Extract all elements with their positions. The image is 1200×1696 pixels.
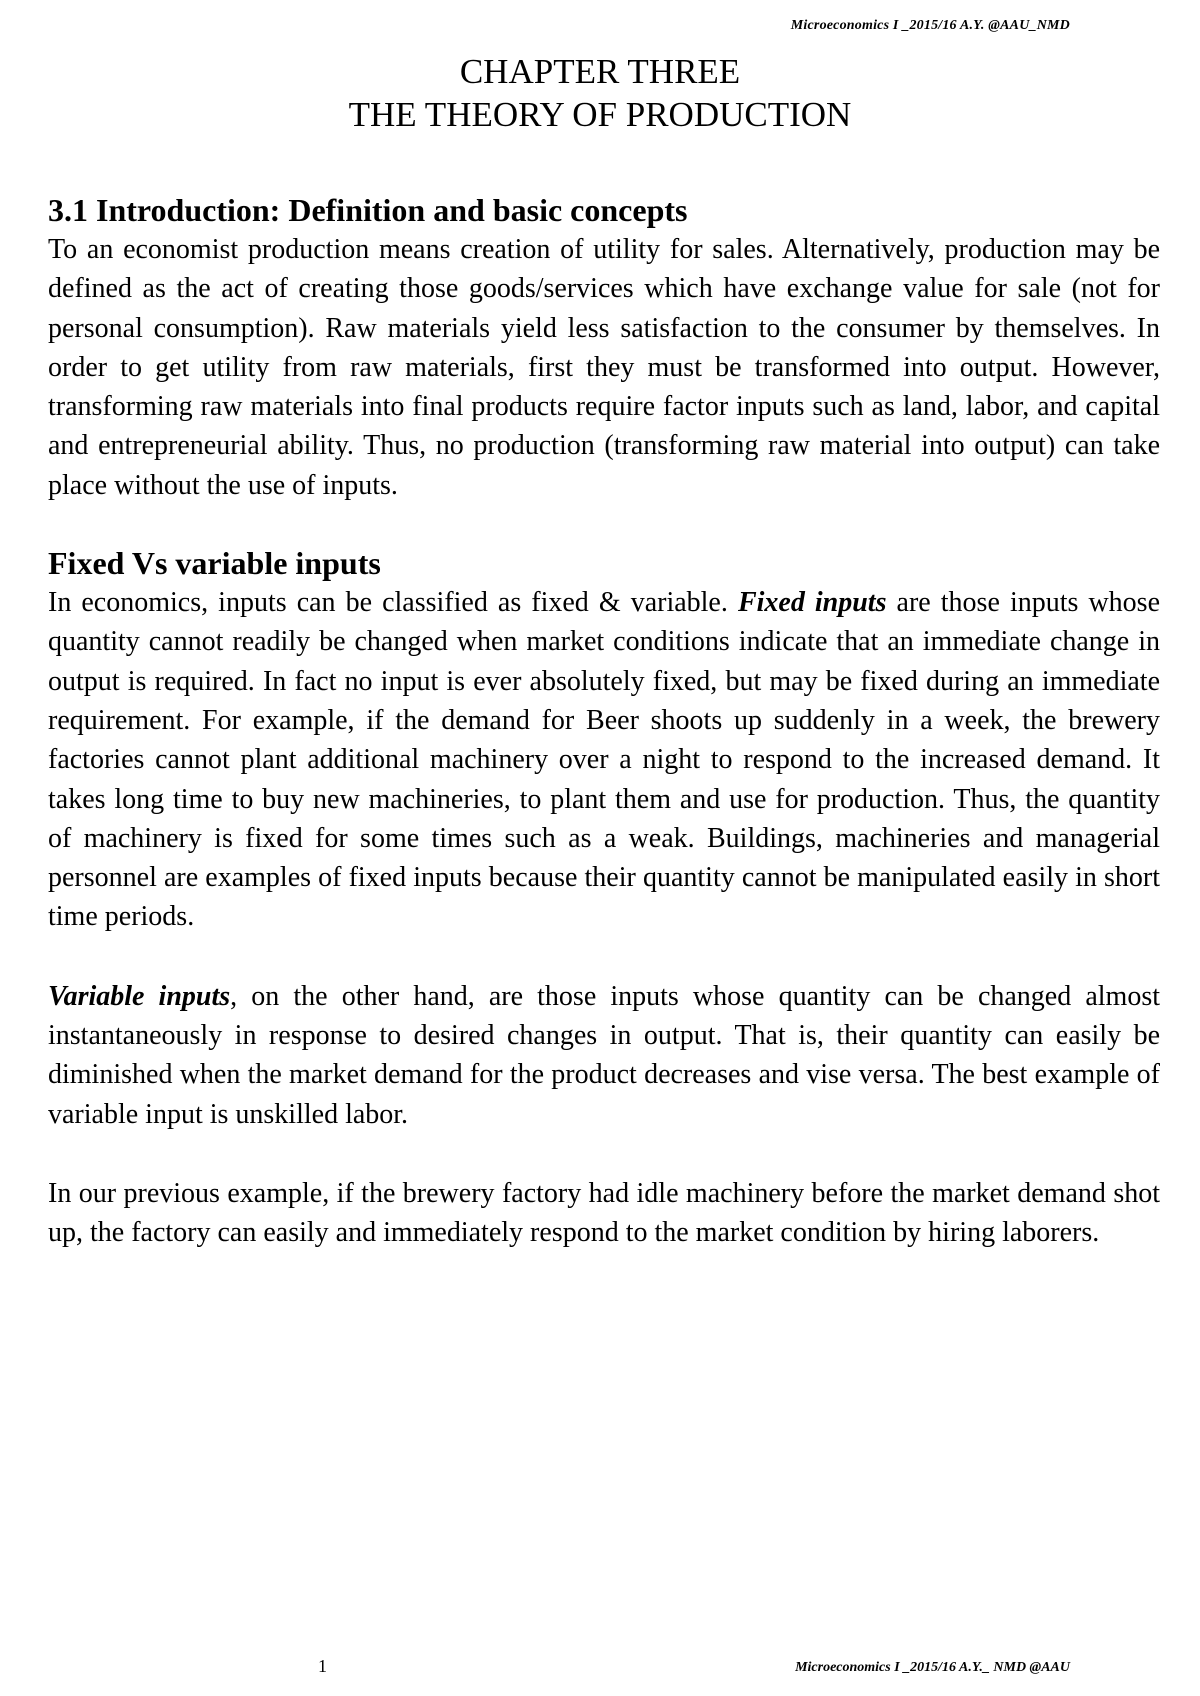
chapter-number: CHAPTER THREE <box>459 52 741 91</box>
paragraph-text: are those inputs whose quantity cannot readily be changed when market conditions indicate that an immediate change in output is required. In fact no input is ever absolutely fixed, but may be fixed during an immediate requirement. For example, if the demand for Beer shoots up suddenly in a week, the brewery factories cannot plant additional machinery over a night to respond to the increased demand. It takes long time to buy new machineries, to plant them and use for production. Thus, the quantity of machinery is fixed for some times such as a weak. Buildings, machineries and managerial personnel are examples of fixed inputs because their quantity cannot be manipulated easily in short time periods. <box>48 587 1161 933</box>
paragraph-fixed-inputs <box>48 583 1160 937</box>
paragraph-introduction: To an economist production means creation of utility for sales. Alternatively, production may be defined as the act of creating those goods/services which have exchange value for sale (not for personal consumption). Raw materials yield less satisfaction to the consumer by themselves. In order to get utility from raw materials, first they must be transformed into output. However, transforming raw materials into final products require factor inputs such as land, labor, and capital and entrepreneurial ability. Thus, no production (transforming raw material into output) can take place without the use of inputs. <box>48 234 1160 501</box>
paragraph-text: In economics, inputs can be classified as fixed & variable. <box>48 587 738 619</box>
term-variable-inputs: Variable inputs <box>48 980 231 1012</box>
paragraph-brewery-example: In our previous example, if the brewery factory had idle machinery before the market demand shot up, the factory can easily and immediately respond to the market condition by hiring laborers. <box>48 1177 1160 1249</box>
page-body <box>48 190 1160 1253</box>
section-heading-fixed-vs-variable: Fixed Vs variable inputs <box>48 545 381 582</box>
chapter-title <box>0 50 1200 136</box>
running-header: Microeconomics I _2015/16 A.Y. @AAU_NMD <box>790 18 1070 33</box>
chapter-subtitle: THE THEORY OF PRODUCTION <box>348 95 852 134</box>
section-heading-introduction: 3.1 Introduction: Definition and basic concepts <box>48 192 688 228</box>
running-footer: Microeconomics I _2015/16 A.Y._ NMD @AAU <box>795 1660 1070 1675</box>
page-number: 1 <box>318 1656 327 1676</box>
paragraph-variable-inputs <box>48 977 1160 1134</box>
term-fixed-inputs: Fixed inputs <box>737 587 887 619</box>
paragraph-text: , on the other hand, are those inputs whose quantity can be changed almost instantaneously in response to desired changes in output. That is, their quantity can easily be diminished when the market demand for the product decreases and vise versa. The best example of variable input is unskilled labor. <box>48 980 1160 1130</box>
